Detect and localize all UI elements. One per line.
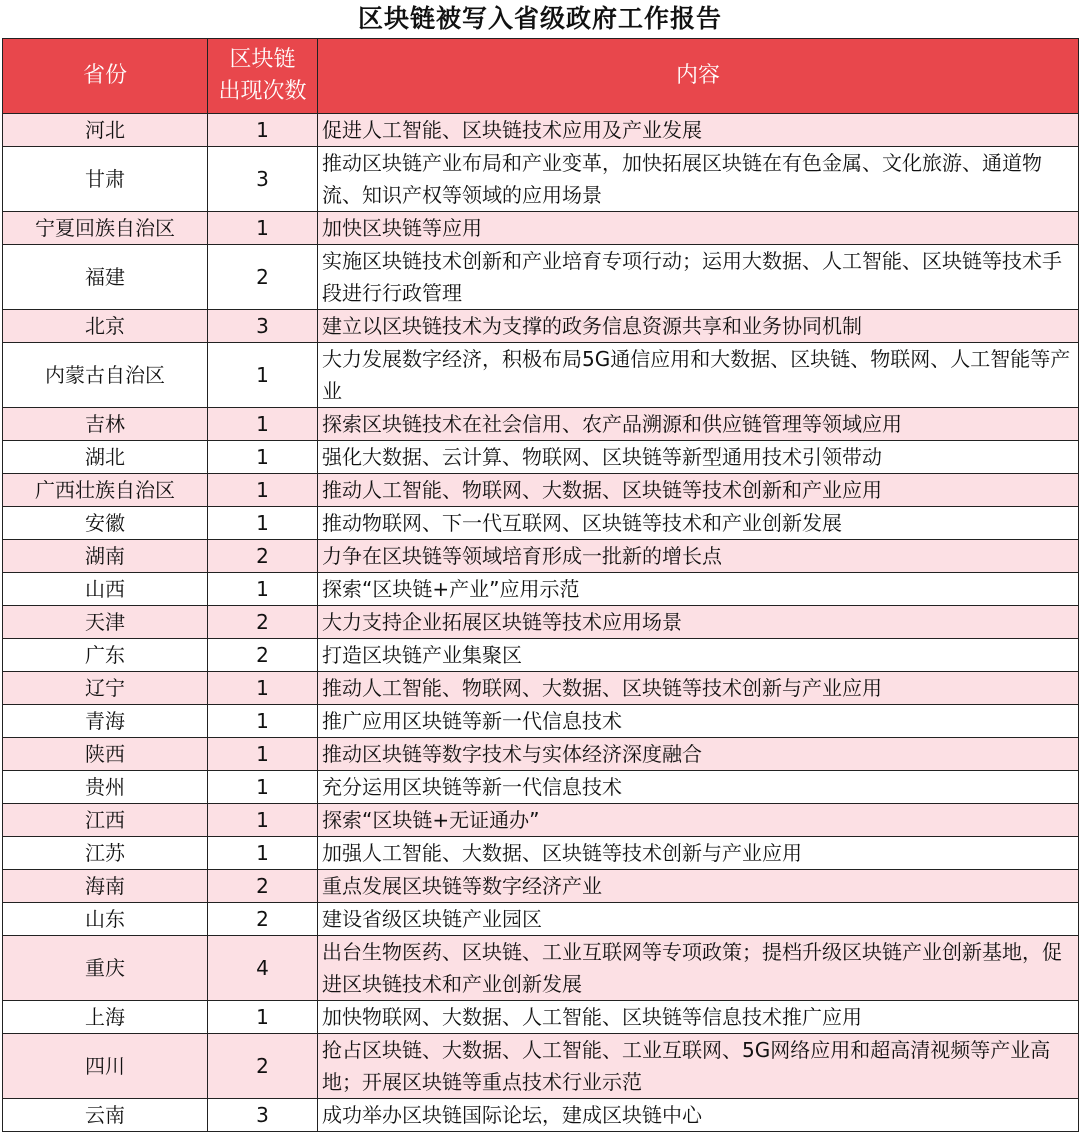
cell-province: 福建 [3,245,208,310]
cell-content: 大力支持企业拓展区块链等技术应用场景 [318,606,1079,639]
cell-content: 出台生物医药、区块链、工业互联网等专项政策；提档升级区块链产业创新基地，促进区块链技术和产业创新发展 [318,936,1079,1001]
table-row [3,672,1079,705]
cell-province: 内蒙古自治区 [3,343,208,408]
cell-content: 推动区块链等数字技术与实体经济深度融合 [318,738,1079,771]
cell-content: 推动人工智能、物联网、大数据、区块链等技术创新和产业应用 [318,474,1079,507]
cell-count: 3 [208,310,318,343]
cell-province: 山西 [3,573,208,606]
cell-count: 1 [208,441,318,474]
table-row [3,114,1079,147]
header-count-line1: 区块链 [229,47,296,72]
cell-content: 促进人工智能、区块链技术应用及产业发展 [318,114,1079,147]
table-row [3,639,1079,672]
cell-province: 重庆 [3,936,208,1001]
cell-province: 海南 [3,870,208,903]
header-content: 内容 [318,39,1079,114]
cell-count: 1 [208,738,318,771]
cell-content: 推动区块链产业布局和产业变革，加快拓展区块链在有色金属、文化旅游、通道物流、知识产权等领域的应用场景 [318,147,1079,212]
cell-content: 建立以区块链技术为支撑的政务信息资源共享和业务协同机制 [318,310,1079,343]
table-row [3,771,1079,804]
header-count [208,39,318,114]
table-row [3,870,1079,903]
cell-province: 宁夏回族自治区 [3,212,208,245]
cell-content: 推动人工智能、物联网、大数据、区块链等技术创新与产业应用 [318,672,1079,705]
table-row [3,837,1079,870]
cell-count: 1 [208,1001,318,1034]
header-row [3,39,1079,114]
table-row [3,1099,1079,1132]
cell-content: 探索“区块链+无证通办” [318,804,1079,837]
cell-province: 山东 [3,903,208,936]
table-row [3,212,1079,245]
cell-count: 3 [208,147,318,212]
cell-count: 1 [208,507,318,540]
table-row [3,540,1079,573]
cell-content: 力争在区块链等领域培育形成一批新的增长点 [318,540,1079,573]
cell-province: 江苏 [3,837,208,870]
cell-content: 加强人工智能、大数据、区块链等技术创新与产业应用 [318,837,1079,870]
cell-count: 1 [208,474,318,507]
table-row [3,147,1079,212]
cell-content: 抢占区块链、大数据、人工智能、工业互联网、5G网络应用和超高清视频等产业高地；开展区块链等重点技术行业示范 [318,1034,1079,1099]
cell-count: 2 [208,639,318,672]
table-row [3,903,1079,936]
cell-province: 北京 [3,310,208,343]
cell-province: 河北 [3,114,208,147]
cell-content: 重点发展区块链等数字经济产业 [318,870,1079,903]
cell-count: 1 [208,408,318,441]
cell-count: 2 [208,1034,318,1099]
cell-content: 探索“区块链+产业”应用示范 [318,573,1079,606]
table-body [3,114,1079,1132]
cell-count: 2 [208,540,318,573]
cell-content: 加快区块链等应用 [318,212,1079,245]
cell-province: 甘肃 [3,147,208,212]
table-row [3,441,1079,474]
cell-province: 辽宁 [3,672,208,705]
cell-content: 推广应用区块链等新一代信息技术 [318,705,1079,738]
cell-count: 2 [208,606,318,639]
cell-province: 江西 [3,804,208,837]
cell-count: 2 [208,903,318,936]
cell-count: 1 [208,804,318,837]
cell-count: 2 [208,870,318,903]
table-row [3,738,1079,771]
cell-province: 贵州 [3,771,208,804]
table-row [3,573,1079,606]
table-row [3,245,1079,310]
cell-province: 吉林 [3,408,208,441]
header-count-line2: 出现次数 [218,79,307,104]
cell-province: 安徽 [3,507,208,540]
cell-content: 加快物联网、大数据、人工智能、区块链等信息技术推广应用 [318,1001,1079,1034]
cell-count: 1 [208,212,318,245]
cell-count: 1 [208,114,318,147]
table-row [3,705,1079,738]
cell-province: 陕西 [3,738,208,771]
cell-province: 广东 [3,639,208,672]
cell-province: 湖北 [3,441,208,474]
cell-content: 充分运用区块链等新一代信息技术 [318,771,1079,804]
table-row [3,606,1079,639]
cell-province: 湖南 [3,540,208,573]
cell-content: 实施区块链技术创新和产业培育专项行动；运用大数据、人工智能、区块链等技术手段进行行政管理 [318,245,1079,310]
cell-count: 3 [208,1099,318,1132]
table-row [3,804,1079,837]
report-table [2,38,1079,1132]
table-row [3,1001,1079,1034]
cell-count: 1 [208,771,318,804]
table-row [3,343,1079,408]
cell-count: 1 [208,573,318,606]
table-row [3,507,1079,540]
cell-province: 广西壮族自治区 [3,474,208,507]
table-row [3,408,1079,441]
cell-count: 1 [208,837,318,870]
header-province: 省份 [3,39,208,114]
cell-province: 青海 [3,705,208,738]
table-row [3,936,1079,1001]
cell-count: 4 [208,936,318,1001]
cell-province: 四川 [3,1034,208,1099]
cell-content: 打造区块链产业集聚区 [318,639,1079,672]
cell-content: 强化大数据、云计算、物联网、区块链等新型通用技术引领带动 [318,441,1079,474]
table-row [3,1034,1079,1099]
table-row [3,310,1079,343]
cell-province: 天津 [3,606,208,639]
cell-content: 建设省级区块链产业园区 [318,903,1079,936]
cell-count: 1 [208,672,318,705]
cell-content: 推动物联网、下一代互联网、区块链等技术和产业创新发展 [318,507,1079,540]
cell-content: 探索区块链技术在社会信用、农产品溯源和供应链管理等领域应用 [318,408,1079,441]
cell-count: 2 [208,245,318,310]
cell-content: 大力发展数字经济，积极布局5G通信应用和大数据、区块链、物联网、人工智能等产业 [318,343,1079,408]
table-row [3,474,1079,507]
cell-province: 上海 [3,1001,208,1034]
cell-province: 云南 [3,1099,208,1132]
cell-content: 成功举办区块链国际论坛，建成区块链中心 [318,1099,1079,1132]
cell-count: 1 [208,705,318,738]
cell-count: 1 [208,343,318,408]
page-title: 区块链被写入省级政府工作报告 [357,4,722,33]
